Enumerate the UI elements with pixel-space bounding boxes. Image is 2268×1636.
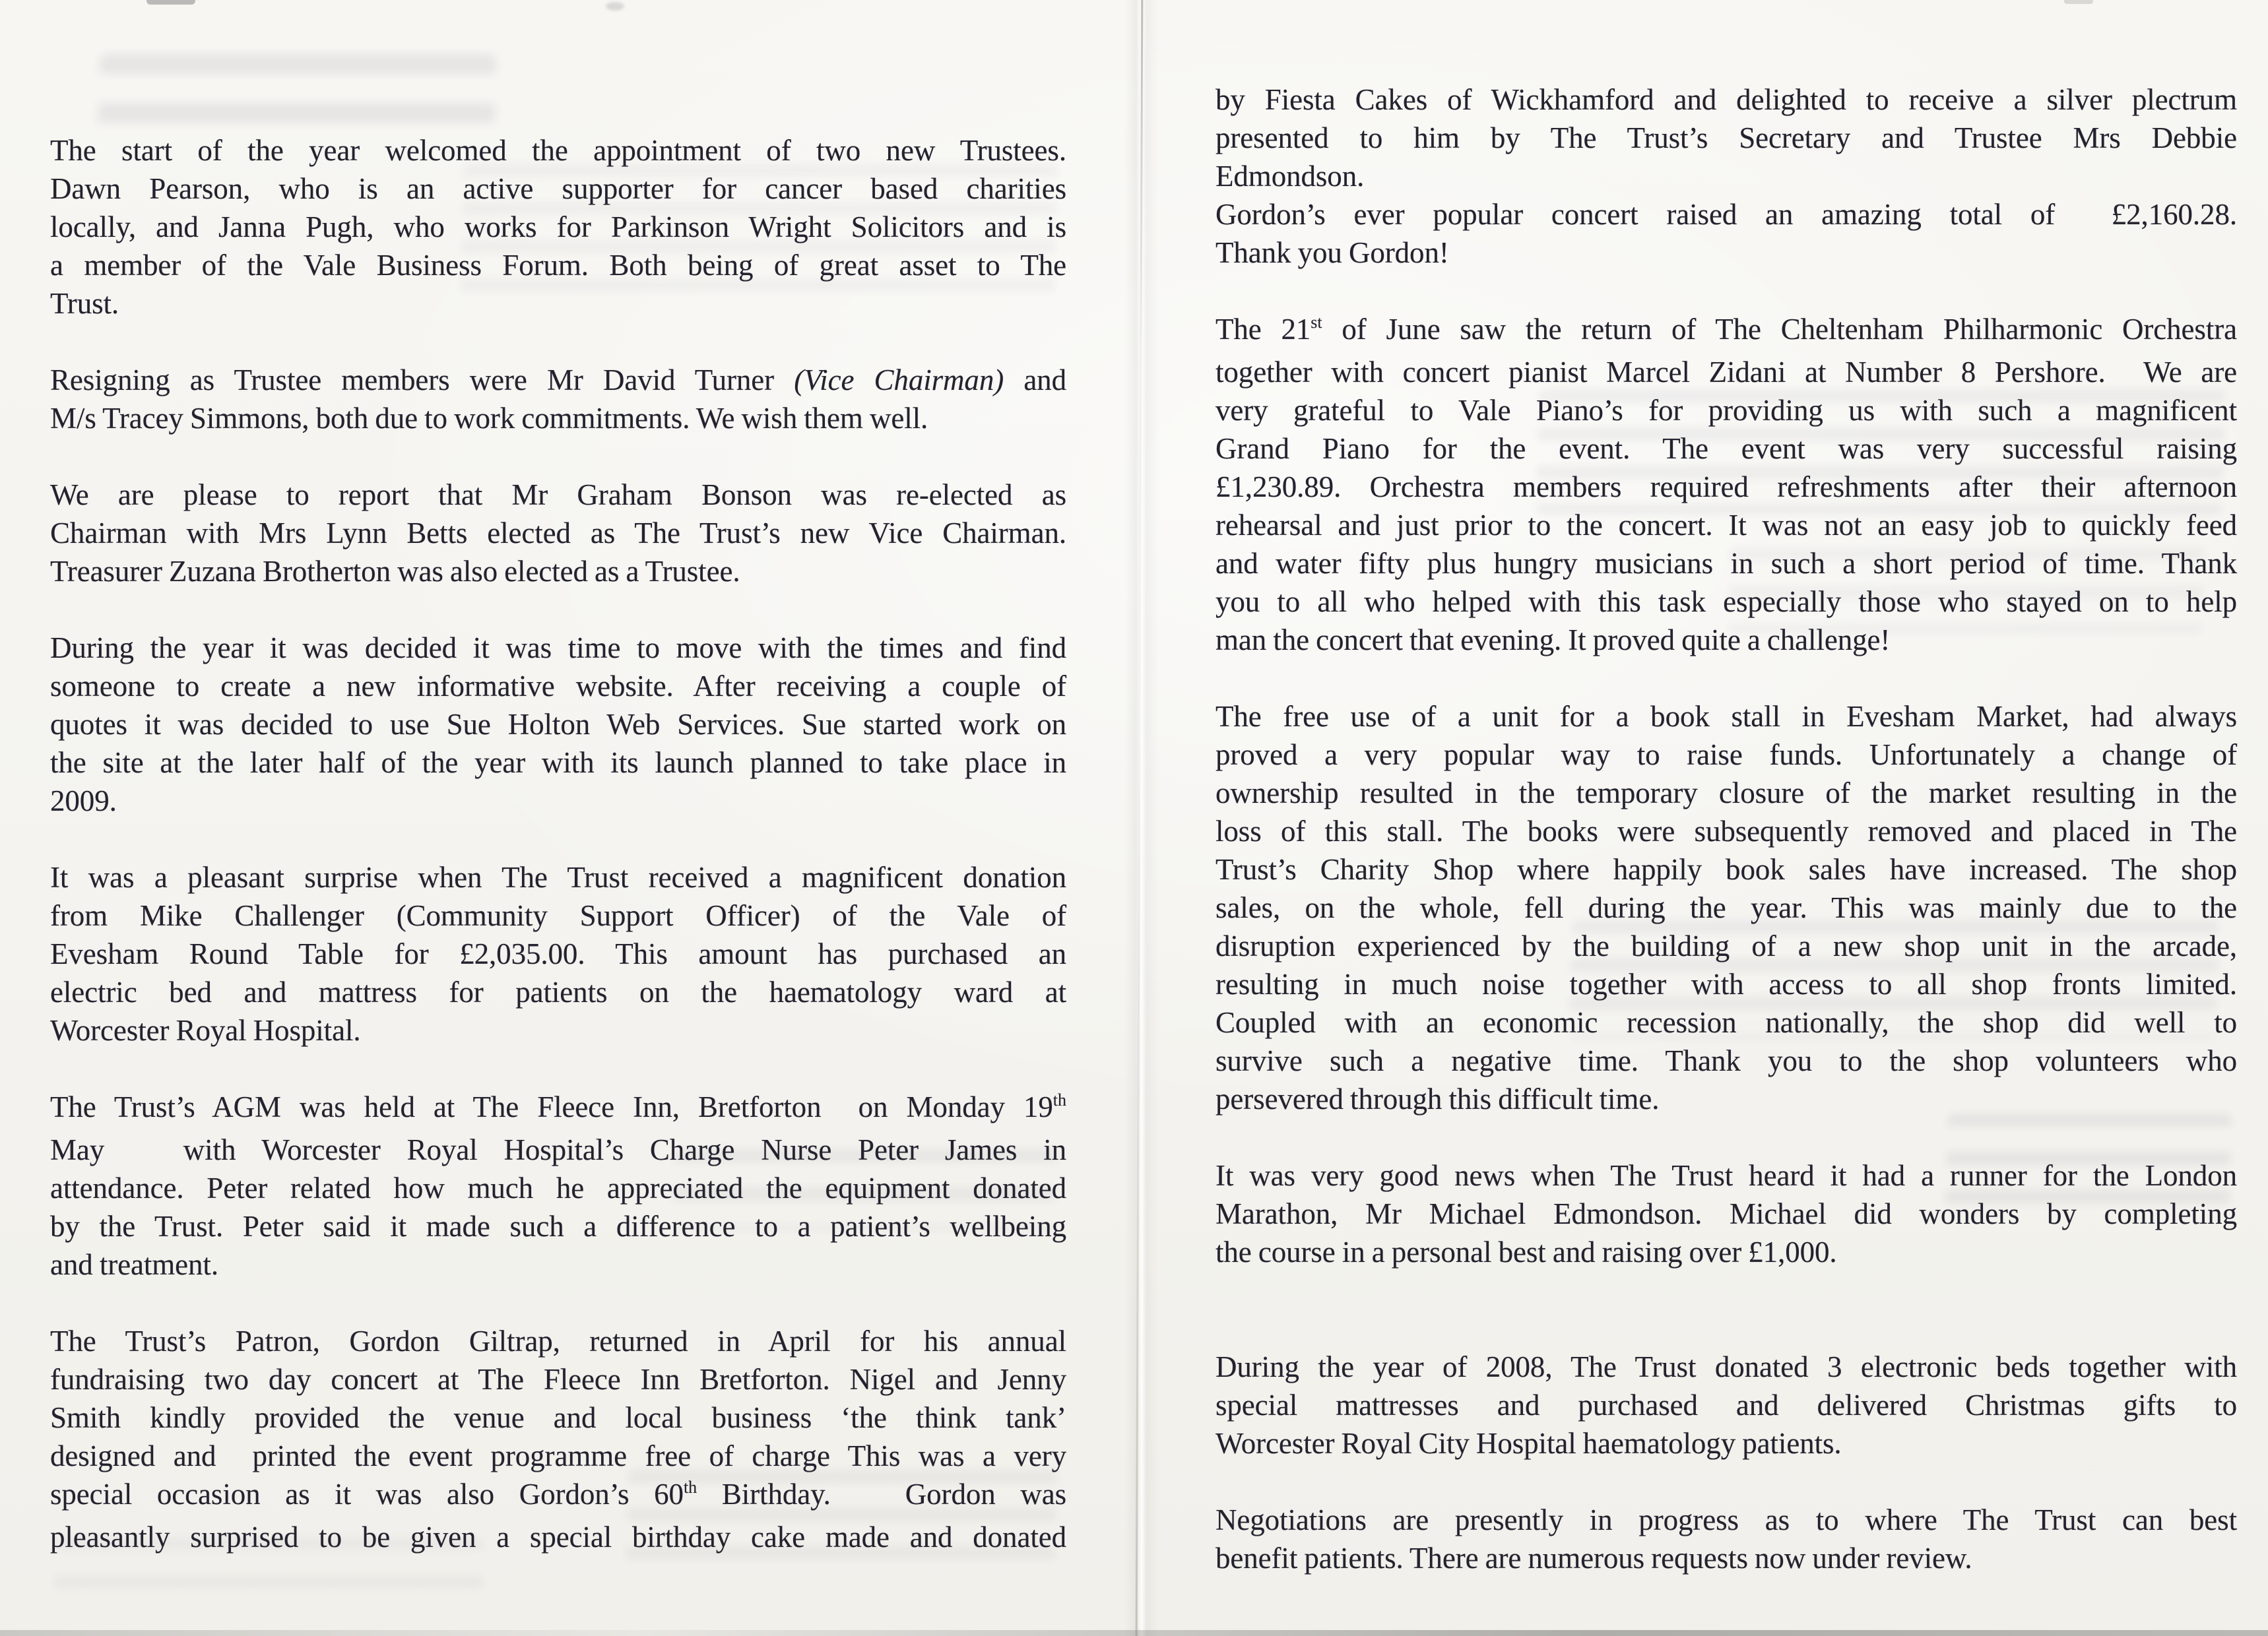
text-segment: Evesham Round Table for £2,035.00. This amount has purchased an <box>50 937 1066 970</box>
text-line <box>1215 1348 2237 1386</box>
text-segment: proved a very popular way to raise funds. Unfortunately a change of <box>1215 738 2237 771</box>
text-segment: and water fifty plus hungry musicians in such a short period of time. Thank <box>1215 547 2237 580</box>
text-segment: Smith kindly provided the venue and local business ‘the think tank’ <box>50 1401 1066 1434</box>
text-segment: pleasantly surprised to be given a special birthday cake made and donated <box>50 1521 1066 1554</box>
text-segment: The 21 <box>1215 313 1311 346</box>
paragraph <box>1215 310 2237 659</box>
text-line <box>1215 1424 2237 1463</box>
text-line <box>50 552 1066 590</box>
text-segment: you to all who helped with this task especially those who stayed on to help <box>1215 585 2237 618</box>
scan-edge-artifact <box>606 2 624 11</box>
text-line <box>1215 774 2237 812</box>
right-column <box>1215 80 2237 1577</box>
text-segment: loss of this stall. The books were subsequently removed and placed in The <box>1215 815 2237 848</box>
paragraph <box>50 361 1066 437</box>
text-line <box>1215 1003 2237 1042</box>
text-segment: During the year of 2008, The Trust donated 3 electronic beds together with <box>1215 1350 2237 1383</box>
text-line <box>1215 506 2237 544</box>
text-segment: Trust’s Charity Shop where happily book sales have increased. The shop <box>1215 853 2237 886</box>
text-segment: Worcester Royal Hospital. <box>50 1014 361 1047</box>
text-line <box>1215 889 2237 927</box>
text-segment: The free use of a unit for a book stall in Evesham Market, had always <box>1215 700 2237 733</box>
text-line <box>50 1399 1066 1437</box>
paragraph <box>1215 80 2237 272</box>
text-segment: Dawn Pearson, who is an active supporter for cancer based charities <box>50 172 1066 205</box>
text-segment: designed and printed the event programme free of charge This was a very <box>50 1439 1066 1472</box>
text-line <box>1215 234 2237 272</box>
text-line <box>50 1207 1066 1245</box>
left-column <box>50 131 1066 1556</box>
text-line <box>50 131 1066 170</box>
text-segment: persevered through this difficult time. <box>1215 1083 1660 1116</box>
text-line <box>1215 850 2237 889</box>
text-segment: Treasurer Zuzana Brotherton was also elected as a Trustee. <box>50 555 740 588</box>
text-segment: Worcester Royal City Hospital haematology patients. <box>1215 1427 1842 1460</box>
text-segment: and <box>1004 363 1066 396</box>
text-segment: man the concert that evening. It proved quite a challenge! <box>1215 623 1891 656</box>
ordinal-superscript: st <box>1311 313 1322 332</box>
text-segment: a member of the Vale Business Forum. Both being of great asset to The <box>50 249 1066 282</box>
text-line <box>1215 353 2237 391</box>
text-segment: the course in a personal best and raising over £1,000. <box>1215 1236 1837 1269</box>
text-segment: quotes it was decided to use Sue Holton Web Services. Sue started work on <box>50 708 1066 741</box>
text-segment: Edmondson. <box>1215 160 1365 193</box>
text-line <box>1215 1233 2237 1271</box>
text-segment: disruption experienced by the building of a new shop unit in the arcade, <box>1215 929 2237 962</box>
text-line <box>1215 80 2237 119</box>
paragraph <box>1215 1156 2237 1271</box>
scan-edge-artifact <box>146 0 195 5</box>
text-segment: It was a pleasant surprise when The Trust received a magnificent donation <box>50 861 1066 894</box>
page-fold-shading <box>1124 0 1159 1636</box>
text-segment: by the Trust. Peter said it made such a difference to a patient’s wellbeing <box>50 1210 1066 1243</box>
text-line <box>50 361 1066 399</box>
text-segment: by Fiesta Cakes of Wickhamford and delighted to receive a silver plectrum <box>1215 83 2237 116</box>
text-segment: fundraising two day concert at The Fleece Inn Bretforton. Nigel and Jenny <box>50 1363 1066 1396</box>
text-segment: Negotiations are presently in progress as to where The Trust can best <box>1215 1503 2237 1536</box>
text-line <box>50 705 1066 743</box>
text-segment: survive such a negative time. Thank you to the shop volunteers who <box>1215 1044 2237 1077</box>
text-line <box>1215 391 2237 429</box>
paragraph <box>50 629 1066 820</box>
ordinal-superscript: th <box>683 1478 697 1497</box>
text-segment: Thank you Gordon! <box>1215 236 1449 269</box>
text-line <box>1215 195 2237 234</box>
text-segment: Chairman with Mrs Lynn Betts elected as The Trust’s new Vice Chairman. <box>50 517 1066 550</box>
text-line <box>1215 1080 2237 1118</box>
text-line <box>1215 736 2237 774</box>
text-segment: rehearsal and just prior to the concert. It was not an easy job to quickly feed <box>1215 509 2237 542</box>
page-fold-crease <box>1136 0 1144 1636</box>
text-segment: M/s Tracey Simmons, both due to work commitments. We wish them well. <box>50 402 928 435</box>
text-segment: £1,230.89. Orchestra members required refreshments after their afternoon <box>1215 470 2237 503</box>
paragraph <box>50 1322 1066 1556</box>
show-through-artifact <box>98 54 496 140</box>
text-line <box>50 743 1066 782</box>
text-line <box>50 629 1066 667</box>
text-segment: We are please to report that Mr Graham Bonson was re-elected as <box>50 478 1066 511</box>
text-line <box>1215 429 2237 468</box>
text-segment: Marathon, Mr Michael Edmondson. Michael did wonders by completing <box>1215 1197 2237 1230</box>
text-line <box>50 284 1066 323</box>
text-segment: from Mike Challenger (Community Support Officer) of the Vale of <box>50 899 1066 932</box>
text-line <box>50 667 1066 705</box>
text-line <box>1215 1042 2237 1080</box>
text-segment: The Trust’s AGM was held at The Fleece Inn, Bretforton on Monday 19 <box>50 1090 1053 1123</box>
text-line <box>1215 157 2237 195</box>
text-segment: Gordon’s ever popular concert raised an amazing total of £2,160.28. <box>1215 198 2237 231</box>
text-segment: During the year it was decided it was time to move with the times and find <box>50 631 1066 664</box>
text-segment: of June saw the return of The Cheltenham Philharmonic Orchestra <box>1322 313 2237 346</box>
text-segment: sales, on the whole, fell during the year. This was mainly due to the <box>1215 891 2237 924</box>
text-segment: Trust. <box>50 287 119 320</box>
paragraph <box>50 858 1066 1050</box>
text-line <box>50 1360 1066 1399</box>
text-segment: benefit patients. There are numerous requests now under review. <box>1215 1542 1972 1575</box>
paragraph <box>50 1088 1066 1284</box>
text-line <box>50 1518 1066 1556</box>
text-line <box>50 1011 1066 1050</box>
text-line <box>1215 927 2237 965</box>
text-line <box>50 1131 1066 1169</box>
text-line <box>50 1322 1066 1360</box>
text-segment: special mattresses and purchased and delivered Christmas gifts to <box>1215 1389 2237 1422</box>
text-segment: Coupled with an economic recession nationally, the shop did well to <box>1215 1006 2237 1039</box>
text-line <box>1215 468 2237 506</box>
text-line <box>1215 1501 2237 1539</box>
paragraph <box>50 131 1066 323</box>
text-line <box>50 170 1066 208</box>
text-line <box>50 897 1066 935</box>
paragraph <box>1215 1348 2237 1463</box>
text-line <box>50 858 1066 897</box>
text-line <box>1215 1195 2237 1233</box>
text-segment: very grateful to Vale Piano’s for providing us with such a magnificent <box>1215 394 2237 427</box>
scan-edge-artifact <box>2064 0 2093 4</box>
text-segment: presented to him by The Trust’s Secretary and Trustee Mrs Debbie <box>1215 121 2237 154</box>
text-line <box>50 246 1066 284</box>
paragraph <box>50 476 1066 590</box>
text-line <box>1215 1156 2237 1195</box>
text-line <box>50 514 1066 552</box>
scan-edge-artifact <box>0 1630 2268 1636</box>
text-line <box>50 935 1066 973</box>
text-line <box>50 782 1066 820</box>
text-segment: Resigning as Trustee members were Mr David Turner <box>50 363 794 396</box>
text-segment: The start of the year welcomed the appointment of two new Trustees. <box>50 134 1066 167</box>
text-line <box>50 973 1066 1011</box>
text-line <box>50 476 1066 514</box>
text-segment: It was very good news when The Trust heard it had a runner for the London <box>1215 1159 2237 1192</box>
text-segment: special occasion as it was also Gordon’s 60 <box>50 1478 684 1511</box>
ordinal-superscript: th <box>1053 1090 1066 1110</box>
text-line <box>1215 119 2237 157</box>
text-line <box>1215 697 2237 736</box>
text-segment: the site at the later half of the year with its launch planned to take place in <box>50 746 1066 779</box>
text-line <box>1215 582 2237 621</box>
text-line <box>1215 1539 2237 1577</box>
text-segment: 2009. <box>50 784 117 817</box>
text-segment: Birthday. Gordon was <box>697 1478 1066 1511</box>
text-line <box>50 399 1066 437</box>
text-line <box>1215 1386 2237 1424</box>
paragraph <box>1215 697 2237 1118</box>
text-line <box>50 208 1066 246</box>
text-line <box>1215 310 2237 353</box>
text-segment: (Vice Chairman) <box>794 363 1004 396</box>
text-segment: together with concert pianist Marcel Zidani at Number 8 Pershore. We are <box>1215 356 2237 389</box>
text-line <box>50 1245 1066 1284</box>
text-segment: Grand Piano for the event. The event was very successful raising <box>1215 432 2237 465</box>
text-line <box>50 1169 1066 1207</box>
text-line <box>50 1437 1066 1475</box>
text-line <box>1215 965 2237 1003</box>
text-segment: ownership resulted in the temporary closure of the market resulting in the <box>1215 776 2237 809</box>
text-segment: The Trust’s Patron, Gordon Giltrap, returned in April for his annual <box>50 1325 1066 1358</box>
text-line <box>1215 544 2237 582</box>
text-segment: and treatment. <box>50 1248 218 1281</box>
text-segment: locally, and Janna Pugh, who works for Parkinson Wright Solicitors and is <box>50 210 1066 243</box>
text-line <box>1215 812 2237 850</box>
text-segment: someone to create a new informative website. After receiving a couple of <box>50 670 1066 703</box>
text-segment: May with Worcester Royal Hospital’s Charge Nurse Peter James in <box>50 1133 1066 1166</box>
paragraph <box>1215 1501 2237 1577</box>
text-segment: resulting in much noise together with access to all shop fronts limited. <box>1215 968 2237 1001</box>
text-segment: attendance. Peter related how much he appreciated the equipment donated <box>50 1172 1066 1205</box>
text-segment: electric bed and mattress for patients on the haematology ward at <box>50 976 1066 1009</box>
text-line <box>1215 621 2237 659</box>
text-line <box>50 1088 1066 1131</box>
text-line <box>50 1475 1066 1518</box>
